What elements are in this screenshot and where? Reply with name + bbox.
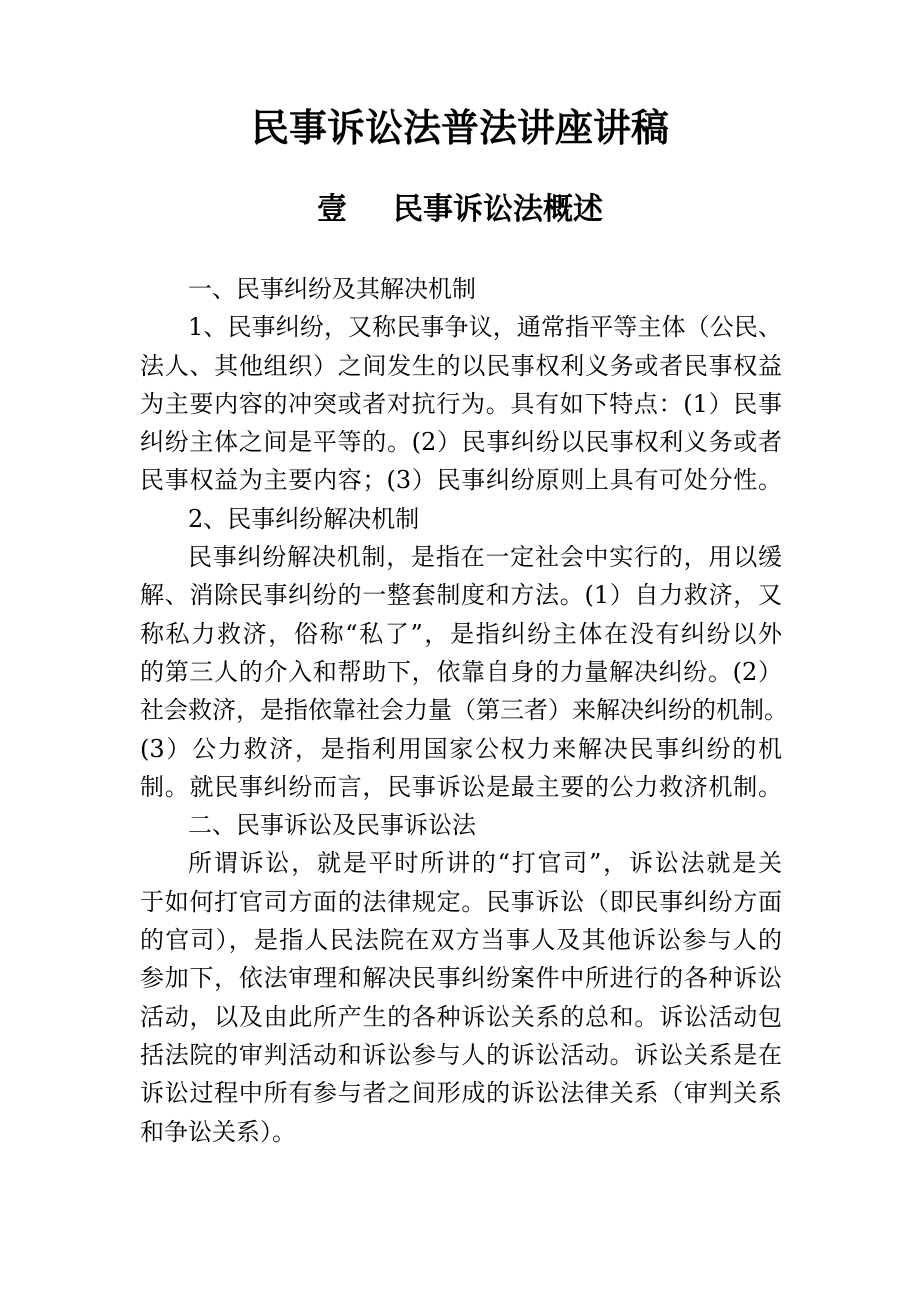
text-line: 于如何打官司方面的法律规定。民事诉讼（即民事纠纷方面 [140,887,782,916]
section-number: 壹 [317,192,347,227]
text-line: (3）公力救济，是指利用国家公权力来解决民事纠纷的机 [140,734,782,763]
text-line: 称私力救济，俗称“私了”，是指纠纷主体在没有纠纷以外 [140,619,782,648]
document-title: 民事诉讼法普法讲座讲稿 [250,105,669,150]
text-line: 二、民事诉讼及民事诉讼法 [188,811,476,840]
document-body [140,270,788,1151]
text-line: 制。就民事纠纷而言，民事诉讼是最主要的公力救济机制。 [140,772,782,801]
text-line: 一、民事纠纷及其解决机制 [188,275,476,303]
text-line: 社会救济，是指依靠社会力量（第三者）来解决纠纷的机制。 [140,696,788,725]
text-line: 为主要内容的冲突或者对抗行为。具有如下特点：(1）民事 [140,389,782,418]
text-line: 解、消除民事纠纷的一整套制度和方法。(1）自力救济，又 [140,581,782,610]
text-line: 的第三人的介入和帮助下，依靠自身的力量解决纠纷。(2） [140,657,782,686]
text-line: 纠纷主体之间是平等的。(2）民事纠纷以民事权利义务或者 [140,428,782,457]
text-line: 民事纠纷解决机制，是指在一定社会中实行的，用以缓 [188,543,782,572]
text-line: 参加下，依法审理和解决民事纠纷案件中所进行的各种诉讼 [140,964,782,993]
text-line: 活动，以及由此所产生的各种诉讼关系的总和。诉讼活动包 [140,1002,782,1031]
text-line: 法人、其他组织）之间发生的以民事权利义务或者民事权益 [140,351,782,380]
text-line: 的官司），是指人民法院在双方当事人及其他诉讼参与人的 [140,926,782,955]
text-line: 和争讼关系）。 [140,1117,296,1146]
text-line: 括法院的审判活动和诉讼参与人的诉讼活动。诉讼关系是在 [140,1040,782,1069]
text-line: 1、民事纠纷，又称民事争议，通常指平等主体（公民、 [188,313,782,342]
section-title: 民事诉讼法概述 [393,192,603,227]
text-line: 所谓诉讼，就是平时所讲的“打官司”，诉讼法就是关 [188,849,782,878]
text-line: 民事权益为主要内容；(3）民事纠纷原则上具有可处分性。 [140,466,782,495]
text-line: 2、民事纠纷解决机制 [188,504,420,533]
text-line: 诉讼过程中所有参与者之间形成的诉讼法律关系（审判关系 [140,1079,782,1108]
section-heading [0,190,920,230]
